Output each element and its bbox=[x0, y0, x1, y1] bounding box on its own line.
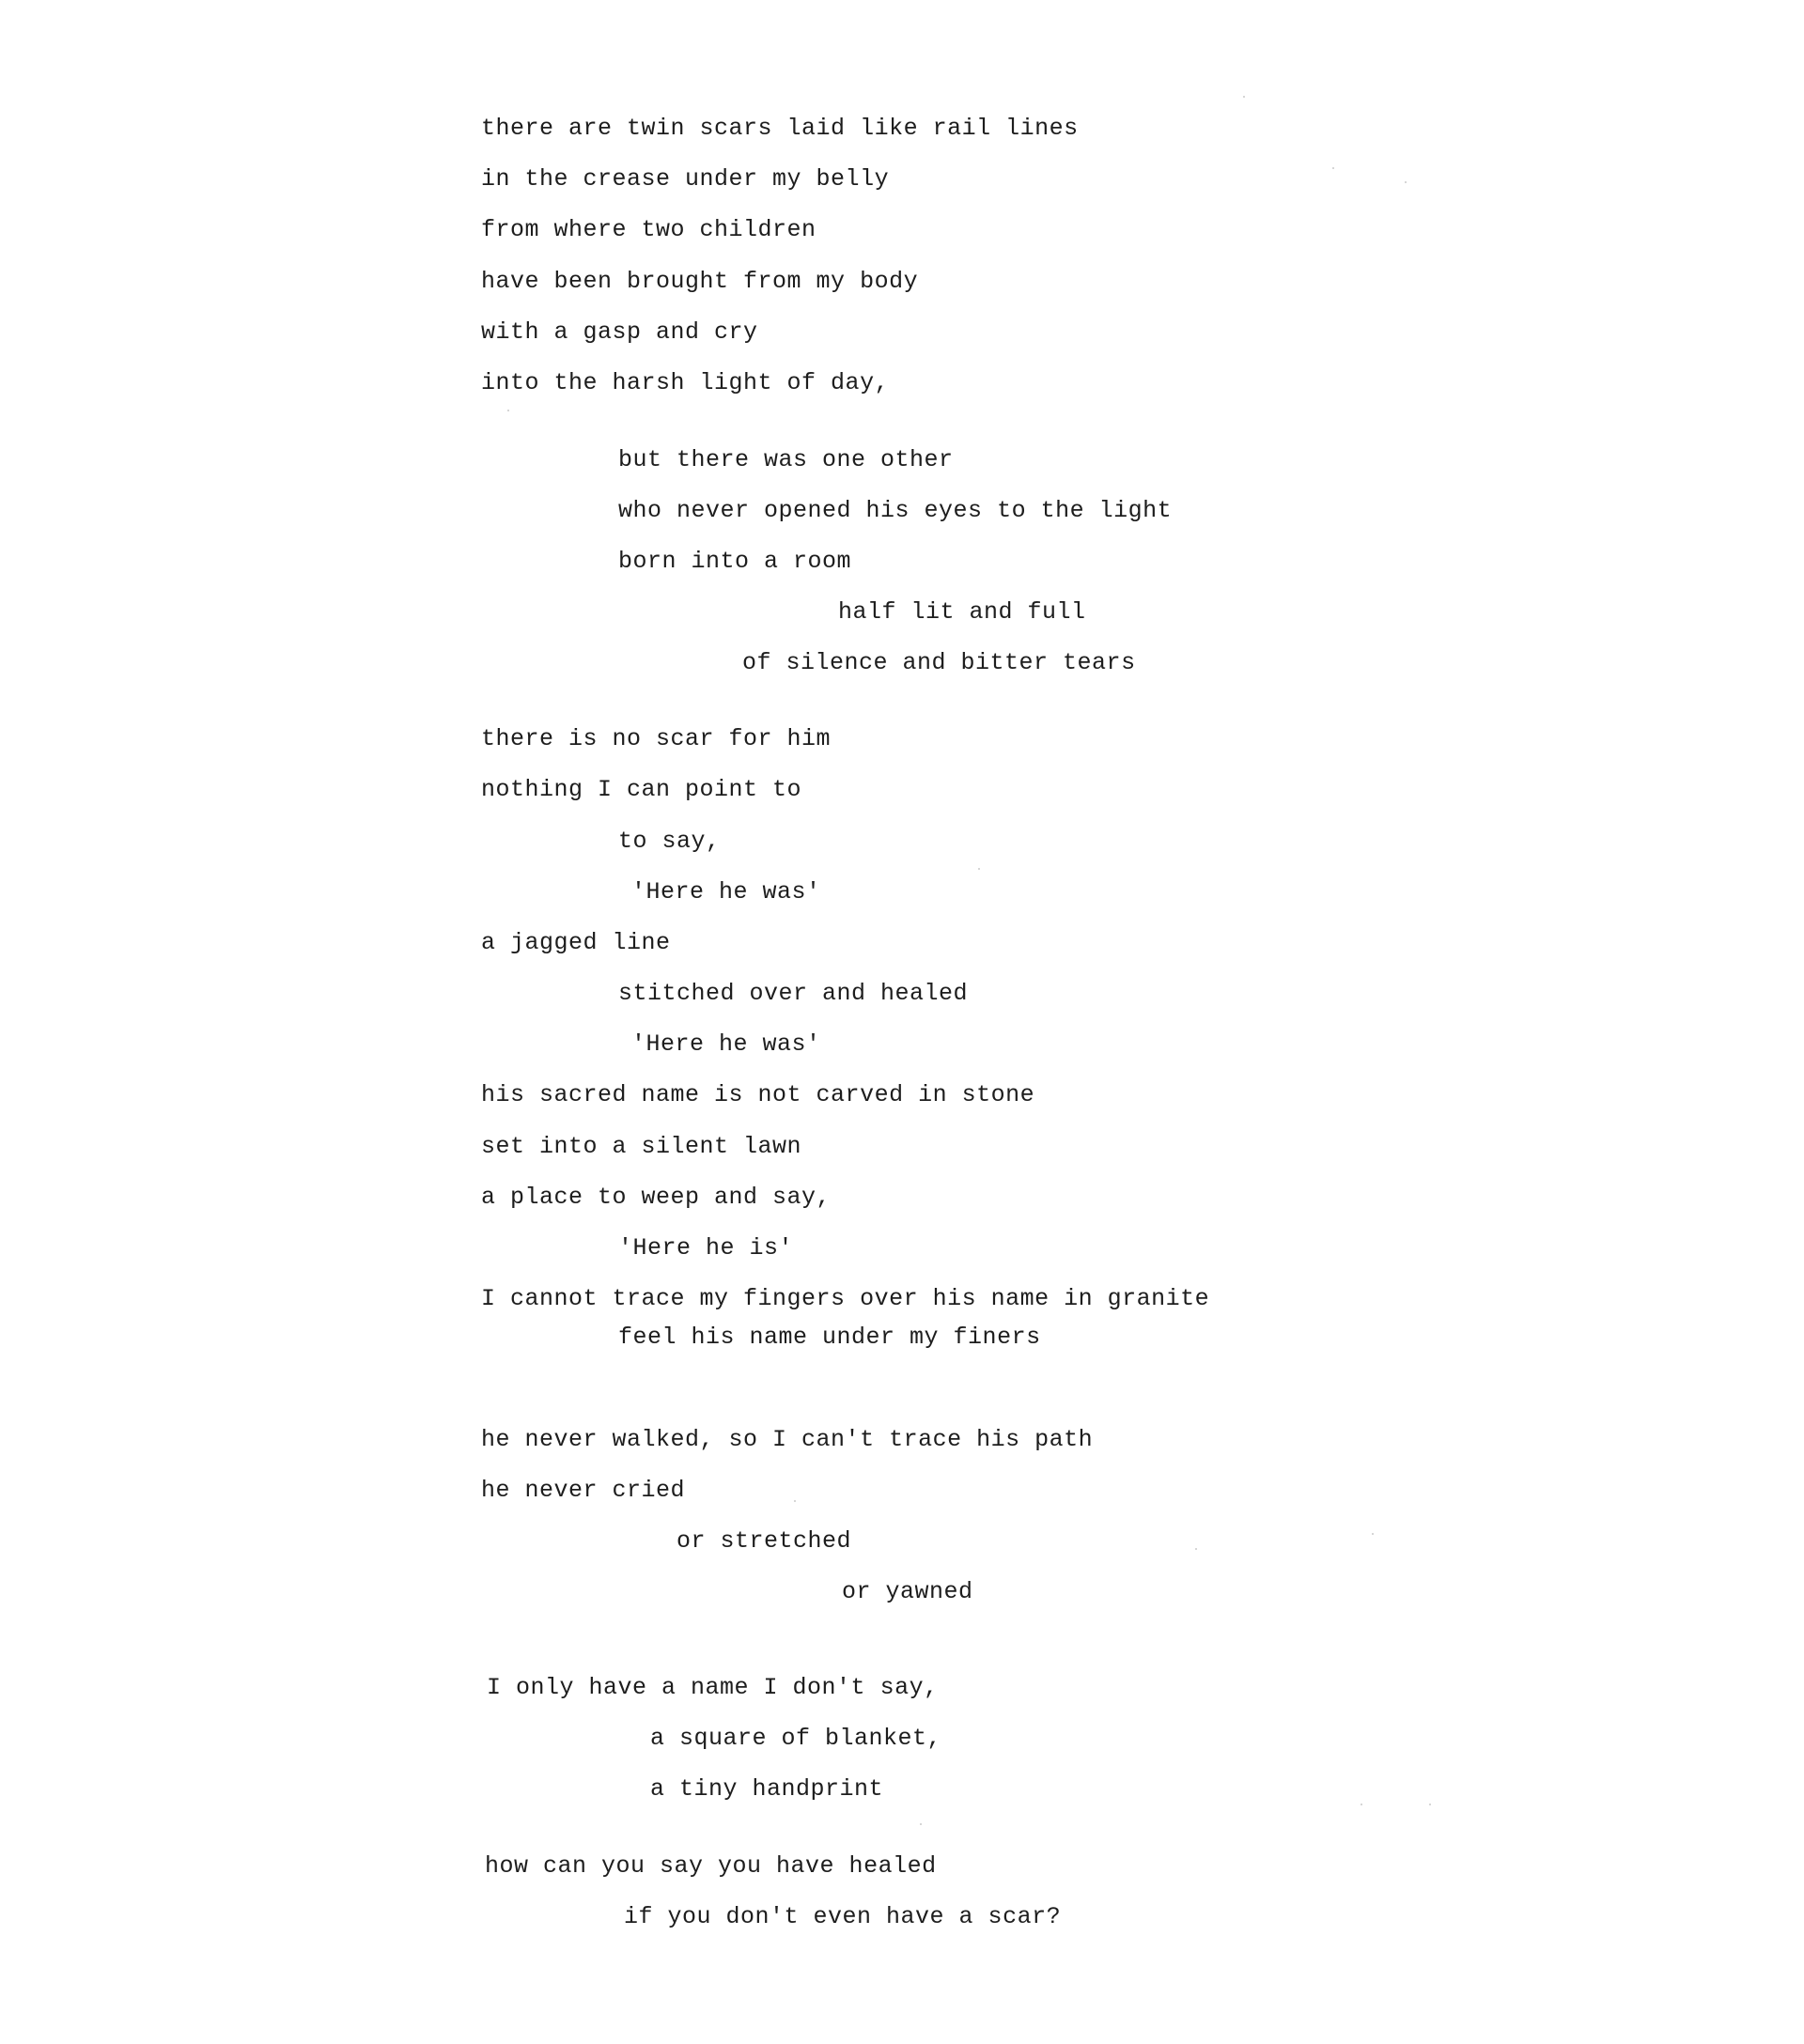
paper-speck bbox=[794, 1500, 796, 1502]
paper-speck bbox=[1372, 1533, 1374, 1535]
poem-line: who never opened his eyes to the light bbox=[618, 497, 1173, 524]
poem-line: have been brought from my body bbox=[481, 268, 919, 295]
poem-line: to say, bbox=[618, 828, 721, 855]
poem-line: if you don't even have a scar? bbox=[624, 1903, 1062, 1930]
poem-line: I cannot trace my fingers over his name in granite bbox=[481, 1285, 1210, 1312]
paper-speck bbox=[1243, 96, 1245, 98]
poem-line: half lit and full bbox=[838, 598, 1086, 626]
paper-speck bbox=[920, 1823, 922, 1825]
poem-line: a place to weep and say, bbox=[481, 1184, 832, 1211]
poem-line: he never walked, so I can't trace his path bbox=[481, 1426, 1094, 1453]
paper-speck bbox=[1332, 167, 1334, 169]
poem-line: of silence and bitter tears bbox=[742, 649, 1136, 676]
poem-line: or stretched bbox=[676, 1527, 852, 1555]
poem-line: how can you say you have healed bbox=[485, 1852, 937, 1880]
poem-line: a square of blanket, bbox=[650, 1725, 942, 1752]
poem-line: feel his name under my finers bbox=[618, 1324, 1041, 1351]
paper-speck bbox=[978, 868, 980, 870]
poem-line: a jagged line bbox=[481, 929, 671, 956]
poem-line: I only have a name I don't say, bbox=[487, 1674, 939, 1701]
poem-line: there are twin scars laid like rail lines bbox=[481, 115, 1079, 142]
poem-line: stitched over and healed bbox=[618, 980, 969, 1007]
paper-speck bbox=[507, 410, 509, 411]
paper-speck bbox=[1405, 181, 1407, 183]
poem-line: or yawned bbox=[842, 1578, 973, 1605]
poem-line: he never cried bbox=[481, 1477, 686, 1504]
poem-line: his sacred name is not carved in stone bbox=[481, 1081, 1035, 1108]
poem-line: 'Here he was' bbox=[631, 878, 821, 906]
poem-line: a tiny handprint bbox=[650, 1775, 884, 1803]
paper-speck bbox=[1429, 1804, 1431, 1805]
poem-line: into the harsh light of day, bbox=[481, 369, 890, 396]
poem-line: with a gasp and cry bbox=[481, 318, 758, 346]
paper-speck bbox=[1195, 1548, 1197, 1550]
paper-speck bbox=[1361, 1804, 1362, 1805]
poem-line: in the crease under my belly bbox=[481, 165, 890, 193]
poem-line: from where two children bbox=[481, 216, 816, 243]
poem-line: 'Here he was' bbox=[631, 1030, 821, 1058]
poem-line: set into a silent lawn bbox=[481, 1133, 802, 1160]
poem-line: there is no scar for him bbox=[481, 725, 832, 752]
poem-line: but there was one other bbox=[618, 446, 954, 473]
poem-line: nothing I can point to bbox=[481, 776, 802, 803]
poem-line: 'Here he is' bbox=[618, 1234, 794, 1262]
poem-line: born into a room bbox=[618, 548, 852, 575]
